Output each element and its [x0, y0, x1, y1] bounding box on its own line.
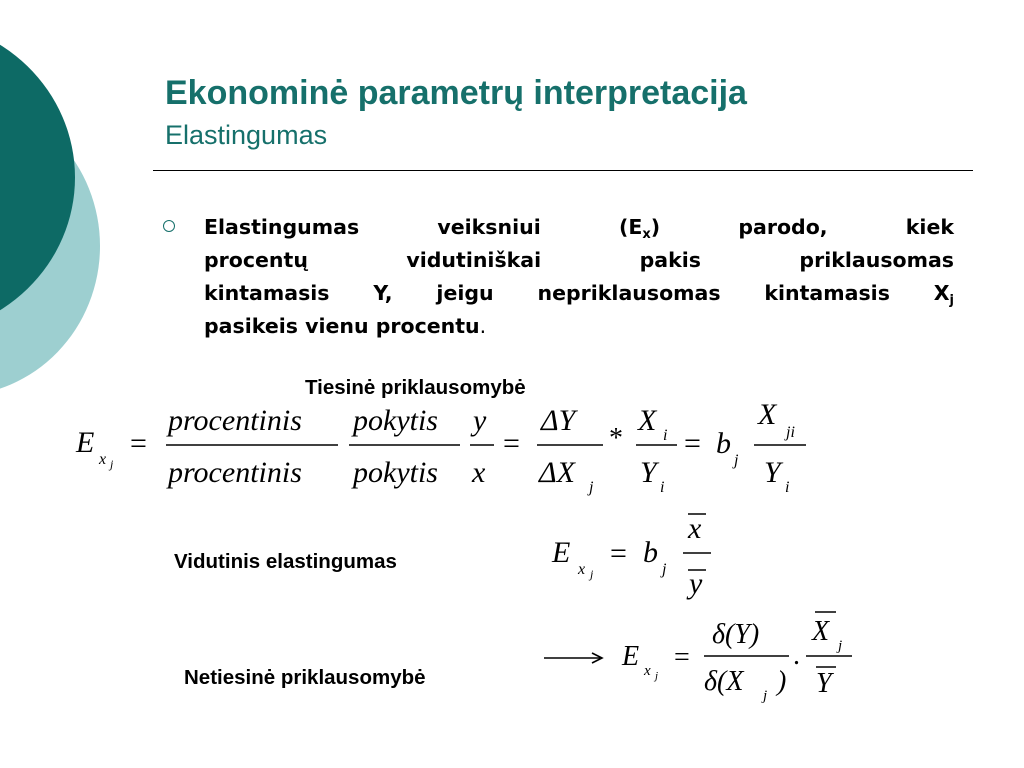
f3-xbar: X: [812, 616, 830, 647]
slide-title: Ekonominė parametrų interpretacija: [165, 74, 747, 112]
f1-x-i-sub: i: [663, 427, 668, 444]
f3-eq: =: [674, 642, 690, 673]
f3-numerator: δ(Y): [712, 619, 760, 650]
f2-b-sub: j: [662, 561, 667, 578]
f3-E: E: [622, 641, 640, 672]
f3-E-sub-j: j: [655, 670, 659, 682]
f1-den-word-2: pokytis: [353, 456, 438, 489]
f1-x-i: X: [638, 404, 657, 437]
f1-E: E: [76, 426, 95, 459]
bullet-line-4: pasikeis vienu procentu.: [204, 314, 487, 338]
f1-E-sub-j: j: [110, 457, 114, 471]
f2-E-sub-x: x: [578, 561, 586, 578]
f1-eq-1: =: [130, 427, 147, 460]
slide-subtitle: Elastingumas: [165, 120, 328, 150]
f1-den-word-1: procentinis: [168, 456, 302, 489]
f2-eq: =: [610, 537, 627, 570]
f2-b: b: [643, 536, 658, 569]
f1-y-i-2: Y: [764, 456, 781, 489]
f2-E-sub-j: j: [590, 567, 594, 581]
f1-eq-2: =: [503, 427, 520, 460]
f3-xbar-sub: j: [838, 638, 843, 654]
f1-x-ji: X: [758, 398, 777, 431]
f1-x-ji-sub: ji: [786, 424, 795, 441]
f3-ybar: Y: [816, 668, 832, 699]
bullet-line-1: Elastingumas veiksniui $(E_x)$ parodo, kiek: [204, 215, 954, 242]
f1-E-sub-x: x: [99, 451, 107, 468]
f3-denominator-a: δ(X: [704, 666, 744, 697]
f1-y-i-sub: i: [660, 479, 665, 496]
f3-dot: .: [793, 640, 800, 671]
label-linear: Tiesinė priklausomybė: [305, 376, 526, 399]
f1-delta-x-sub: j: [589, 479, 594, 496]
f1-num-word-2: pokytis: [353, 404, 438, 437]
formula-nonlinear-elasticity: [621, 612, 852, 704]
f3-denominator-sub: j: [763, 688, 768, 704]
f1-multiply: *: [609, 423, 623, 454]
f1-y-i: Y: [640, 456, 657, 489]
bullet-line-3: kintamasis Y, jeigu nepriklausomas kintamasis $X_j$: [204, 281, 954, 308]
f2-xbar: x: [688, 512, 702, 545]
f1-num-word-1: procentinis: [168, 404, 302, 437]
f3-denominator-b: ): [777, 666, 787, 697]
formula-average-elasticity: [551, 512, 711, 600]
bullet-line-2: procentų vidutiniškai pakis priklausomas: [204, 248, 954, 272]
label-average-elasticity: Vidutinis elastingumas: [174, 550, 397, 573]
f1-delta-y: ΔY: [541, 404, 576, 437]
f1-x: x: [472, 456, 486, 489]
f1-b: b: [716, 427, 731, 460]
f2-ybar: y: [689, 567, 703, 600]
f1-y-i-2-sub: i: [785, 479, 790, 496]
f2-E: E: [552, 536, 571, 569]
f1-delta-x: ΔX: [539, 456, 575, 489]
f1-y: y: [473, 404, 487, 437]
arrow-right-icon: [544, 653, 602, 663]
label-nonlinear: Netiesinė priklausomybė: [184, 666, 426, 689]
f1-eq-3: =: [684, 427, 701, 460]
f1-b-sub: j: [734, 452, 739, 469]
f3-E-sub-x: x: [644, 663, 651, 679]
formula-linear-elasticity: [75, 398, 806, 496]
